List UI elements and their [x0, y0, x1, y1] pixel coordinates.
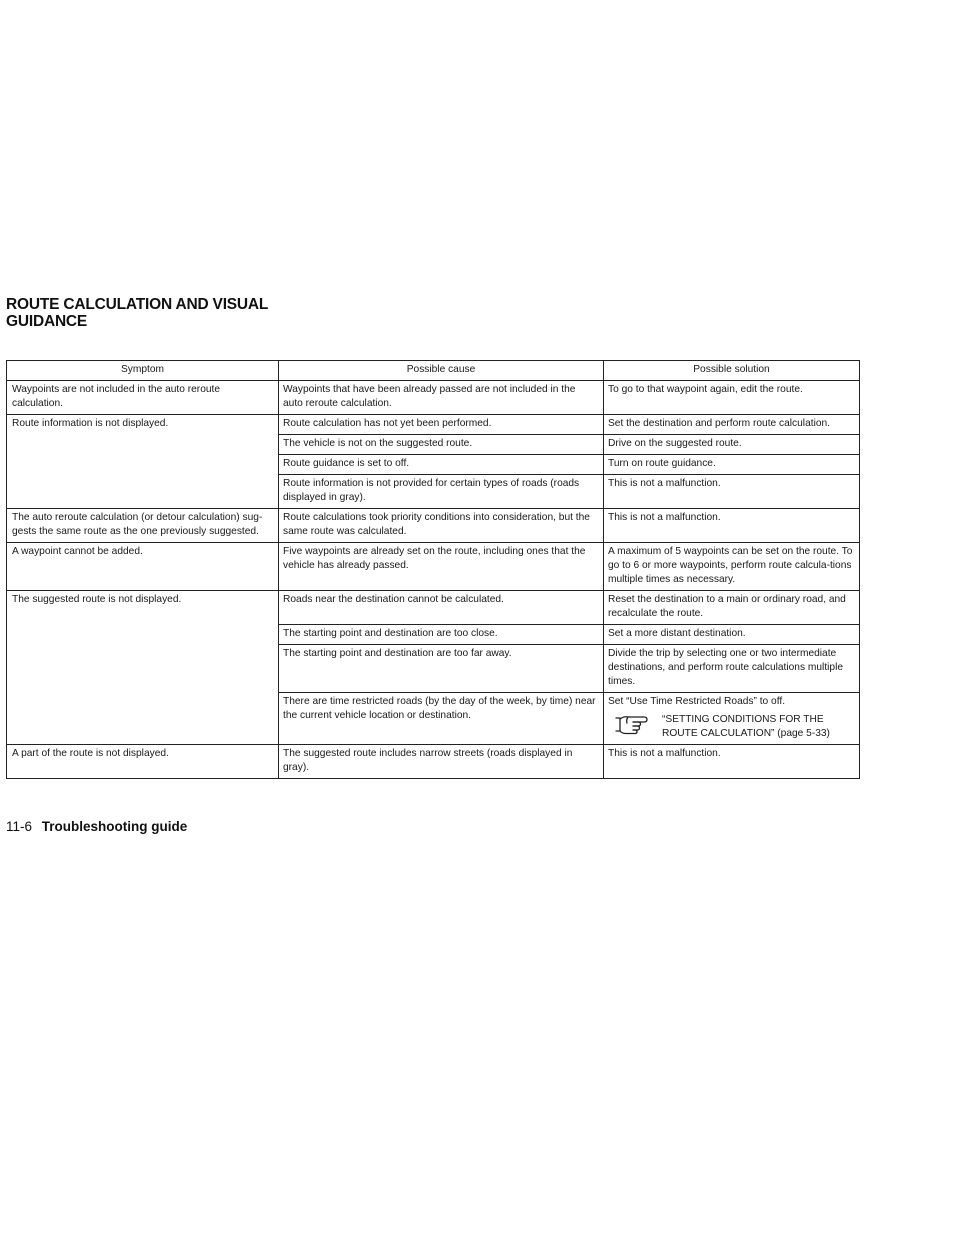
symptom-cell: The auto reroute calculation (or detour calculation) sug-gests the same route as the one previously suggested. [7, 509, 279, 543]
table-header-row [7, 361, 860, 381]
solution-cell: This is not a malfunction. [604, 475, 860, 509]
table-row [7, 745, 860, 779]
cause-cell: Route information is not provided for certain types of roads (roads displayed in gray). [279, 475, 604, 509]
cause-cell: The starting point and destination are too far away. [279, 645, 604, 693]
symptom-cell: Route information is not displayed. [7, 415, 279, 509]
symptom-cell: The suggested route is not displayed. [7, 591, 279, 745]
cause-cell: The vehicle is not on the suggested route. [279, 435, 604, 455]
solution-cell: Set the destination and perform route calculation. [604, 415, 860, 435]
page-reference [608, 713, 854, 741]
cause-cell: Roads near the destination cannot be calculated. [279, 591, 604, 625]
solution-cell: Divide the trip by selecting one or two intermediate destinations, and perform route calculations multiple times. [604, 645, 860, 693]
solution-cell-with-reference [604, 693, 860, 745]
reference-line-1: “SETTING CONDITIONS FOR THE [662, 714, 824, 725]
solution-cell: Turn on route guidance. [604, 455, 860, 475]
reference-line-2: ROUTE CALCULATION” (page 5-33) [662, 728, 830, 739]
section-title: ROUTE CALCULATION AND VISUAL GUIDANCE [6, 296, 268, 330]
cause-cell: Route calculations took priority conditions into consideration, but the same route was calculated. [279, 509, 604, 543]
symptom-cell: Waypoints are not included in the auto reroute calculation. [7, 381, 279, 415]
solution-cell: To go to that waypoint again, edit the route. [604, 381, 860, 415]
cause-cell: Five waypoints are already set on the route, including ones that the vehicle has already passed. [279, 543, 604, 591]
chapter-title: Troubleshooting guide [41, 819, 188, 834]
cause-cell: Waypoints that have been already passed are not included in the auto reroute calculation. [279, 381, 604, 415]
cause-cell: There are time restricted roads (by the day of the week, by time) near the current vehicle location or destination. [279, 693, 604, 745]
header-possible-cause: Possible cause [279, 361, 604, 381]
reference-text [662, 713, 830, 741]
solution-cell: A maximum of 5 waypoints can be set on the route. To go to 6 or more waypoints, perform route calcula-tions multiple times as necessary. [604, 543, 860, 591]
troubleshooting-table [6, 360, 860, 779]
table-row [7, 415, 860, 435]
cause-cell: Route guidance is set to off. [279, 455, 604, 475]
cause-cell: The suggested route includes narrow streets (roads displayed in gray). [279, 745, 604, 779]
table-row [7, 509, 860, 543]
solution-cell: Set a more distant destination. [604, 625, 860, 645]
table-row [7, 591, 860, 625]
solution-cell: Drive on the suggested route. [604, 435, 860, 455]
solution-text: Set “Use Time Restricted Roads” to off. [608, 696, 786, 707]
pointing-hand-reference-icon [614, 713, 650, 735]
symptom-cell: A part of the route is not displayed. [7, 745, 279, 779]
cause-cell: The starting point and destination are too close. [279, 625, 604, 645]
solution-cell: This is not a malfunction. [604, 745, 860, 779]
solution-cell: This is not a malfunction. [604, 509, 860, 543]
page-number: 11-6 [6, 819, 33, 834]
table-row [7, 381, 860, 415]
header-symptom: Symptom [7, 361, 279, 381]
cause-cell: Route calculation has not yet been performed. [279, 415, 604, 435]
table-row [7, 543, 860, 591]
page-footer [6, 819, 187, 835]
solution-cell: Reset the destination to a main or ordinary road, and recalculate the route. [604, 591, 860, 625]
header-possible-solution: Possible solution [604, 361, 860, 381]
symptom-cell: A waypoint cannot be added. [7, 543, 279, 591]
